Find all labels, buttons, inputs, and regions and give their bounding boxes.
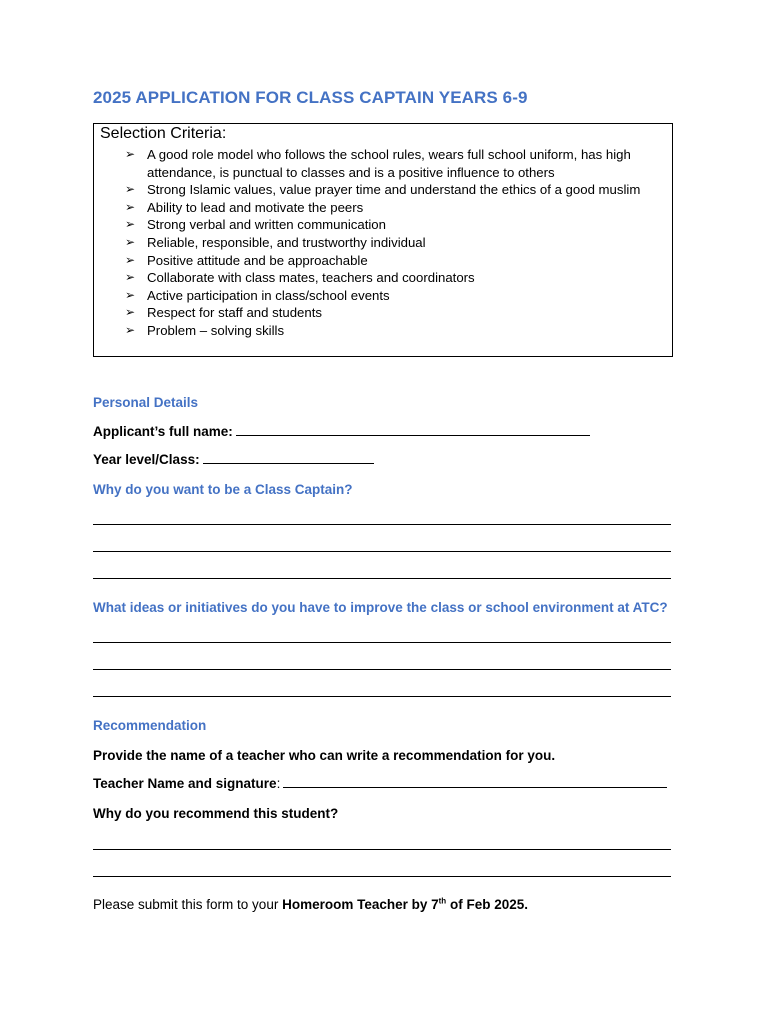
arrow-bullet-icon: ➢: [125, 305, 136, 320]
criteria-item: ➢ Problem – solving skills: [125, 322, 285, 338]
arrow-bullet-icon: ➢: [125, 147, 136, 161]
submission-note-sup: th: [438, 896, 447, 906]
question-why-captain: Why do you want to be a Class Captain?: [93, 482, 353, 497]
arrow-bullet-icon: ➢: [125, 287, 136, 302]
answer-line-q1-2[interactable]: [93, 551, 671, 552]
year-class-row: [93, 452, 374, 467]
teacher-signature-colon: :: [276, 776, 281, 791]
answer-line-q2-1[interactable]: [93, 642, 671, 643]
answer-line-q2-2[interactable]: [93, 669, 671, 670]
criteria-item: ➢ Respect for staff and students: [125, 305, 322, 321]
criteria-item: ➢ Positive attitude and be approachable: [125, 252, 368, 268]
year-class-label: Year level/Class:: [93, 452, 200, 467]
applicant-name-field[interactable]: [236, 434, 590, 436]
answer-line-q1-3[interactable]: [93, 578, 671, 579]
arrow-bullet-icon: ➢: [125, 182, 136, 197]
criteria-item: ➢ Active participation in class/school events: [125, 287, 390, 303]
arrow-bullet-icon: ➢: [125, 252, 136, 267]
applicant-name-label: Applicant’s full name:: [93, 424, 233, 439]
answer-line-rec-1[interactable]: [93, 849, 671, 850]
recommendation-instruction: Provide the name of a teacher who can write a recommendation for you.: [93, 748, 556, 763]
criteria-item: ➢ Collaborate with class mates, teachers and coordinators: [125, 270, 475, 286]
criteria-heading: Selection Criteria:: [100, 125, 227, 142]
answer-line-rec-2[interactable]: [93, 876, 671, 877]
criteria-item: ➢ Reliable, responsible, and trustworthy individual: [125, 234, 426, 250]
question-ideas-initiatives: What ideas or initiatives do you have to improve the class or school environment at ATC?: [93, 600, 668, 615]
criteria-item: ➢ Ability to lead and motivate the peers: [125, 199, 364, 215]
criteria-item: ➢ Strong verbal and written communication: [125, 217, 386, 233]
teacher-signature-label: Teacher Name and signature: [93, 776, 277, 791]
arrow-bullet-icon: ➢: [125, 234, 136, 249]
answer-line-q2-3[interactable]: [93, 696, 671, 697]
criteria-item: ➢ A good role model who follows the school rules, wears full school uniform, has high attendance, is punctual to classes and is a positive influence to others: [125, 147, 631, 180]
criteria-item: ➢ Strong Islamic values, value prayer time and understand the ethics of a good muslim: [125, 182, 641, 198]
submission-note-bold: Homeroom Teacher by 7: [282, 897, 439, 912]
applicant-name-row: [93, 424, 590, 439]
submission-note-suffix: of Feb 2025.: [446, 897, 528, 912]
submission-note-prefix: Please submit this form to your: [93, 897, 283, 912]
submission-note: [93, 897, 528, 912]
arrow-bullet-icon: ➢: [125, 322, 136, 337]
arrow-bullet-icon: ➢: [125, 199, 136, 214]
personal-details-heading: Personal Details: [93, 395, 199, 410]
answer-line-q1-1[interactable]: [93, 524, 671, 525]
criteria-list: [124, 146, 654, 340]
teacher-signature-row: [93, 776, 667, 791]
teacher-signature-field[interactable]: [283, 786, 667, 788]
arrow-bullet-icon: ➢: [125, 217, 136, 232]
recommendation-heading: Recommendation: [93, 718, 207, 733]
selection-criteria-box: [93, 123, 673, 357]
recommend-question: Why do you recommend this student?: [93, 806, 339, 821]
arrow-bullet-icon: ➢: [125, 270, 136, 285]
form-title: 2025 APPLICATION FOR CLASS CAPTAIN YEARS 6-9: [93, 88, 528, 107]
year-class-field[interactable]: [203, 462, 374, 464]
